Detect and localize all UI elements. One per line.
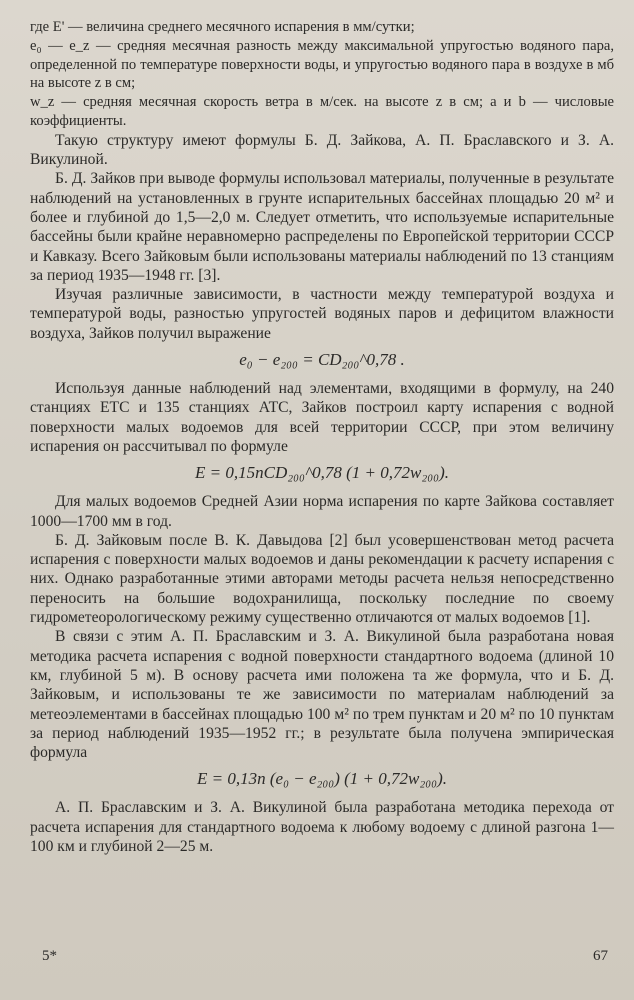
formula-zaikov-evaporation: E = 0,15nCD₂₀₀^0,78 (1 + 0,72w₂₀₀). [195, 463, 449, 483]
signature-mark: 5* [42, 948, 57, 964]
paragraph-zaikov-materials: Б. Д. Зайков при выводе формулы использовал материалы, полученные в результате наблюдений на установленных в грунте испарительных бассейнах площадью 20 м² и более и глубиной до 1,5—2,0 м. Следует отметить, что используемые испарительные бассейны были крайне неравномерно распределены по Европейской территории СССР и Кавказу. Всего Зайковым были использованы материалы наблюдений по 13 станциям за период 1935—1948 гг. [3]. [30, 170, 614, 284]
page-number: 67 [593, 948, 608, 964]
definition-e0-ez: e₀ — e_z — средняя месячная разность между максимальной упругостью водяного пара, определенной по температуре поверхности воды, и упругостью водяного пара в воздухе в мб на высоте z в см; [30, 37, 614, 92]
paragraph-new-method: В связи с этим А. П. Браславским и З. А. Викулиной была разработана новая методика расчета испарения с водной поверхности стандартного водоема (длиной 10 км, глубиной 5 м). В основу расчета ими положена та же формула, что и Б. Д. Зайковым, и использованы те же зависимости по материалам наблюдений за метеоэлементами в бассейнах площадью 100 м² по трем пунктам и 20 м² по 10 пунктам за период наблюдений 1935—1952 гг.; в результате была получена эмпирическая формула [30, 628, 614, 762]
paragraph-structure: Такую структуру имеют формулы Б. Д. Зайкова, А. П. Браславского и З. А. Викулиной. [30, 131, 614, 169]
definition-wz: w_z — средняя месячная скорость ветра в м/сек. на высоте z в см; a и b — числовые коэффициенты. [30, 94, 614, 129]
paragraph-central-asia-norm: Для малых водоемов Средней Азии норма испарения по карте Зайкова составляет 1000—1700 мм в год. [30, 493, 614, 530]
formula-vapor-difference: e₀ − e₂₀₀ = CD₂₀₀^0,78 . [239, 350, 405, 370]
paragraph-method-improvement: Б. Д. Зайковым после В. К. Давыдова [2] был усовершенствован метод расчета испарения с поверхности малых водоемов и даны рекомендации к расчету испарения с них. Однако разработанные этими авторами методы расчета нельзя непосредственно переносить на большие водохранилища, поскольку последние по своему гидрометеорологическому режиму существенно отличаются от малых водоемов [1]. [30, 531, 614, 627]
page-footer [42, 948, 608, 965]
paragraph-transfer-method: А. П. Браславским и З. А. Викулиной была разработана методика перехода от расчета испарения для стандартного водоема к любому водоему с длиной разгона 1—100 км и глубиной 2—25 м. [30, 799, 614, 855]
formula-empirical: E = 0,13n (e₀ − e₂₀₀) (1 + 0,72w₂₀₀). [197, 769, 447, 789]
paragraph-evaporation-map: Используя данные наблюдений над элементами, входящими в формулу, на 240 станциях ЕТС и 135 станциях АТС, Зайков построил карту испарения с водной поверхности малых водоемов для всей территории СССР, при этом величину испарения он рассчитывал по формуле [30, 380, 614, 455]
paragraph-dependencies: Изучая различные зависимости, в частности между температурой воздуха и температурой воды, разностью упругостей водяных паров и дефицитом влажности воздуха, Зайков получил выражение [30, 286, 614, 342]
definition-e-prime: где E' — величина среднего месячного испарения в мм/сутки; [30, 19, 415, 35]
